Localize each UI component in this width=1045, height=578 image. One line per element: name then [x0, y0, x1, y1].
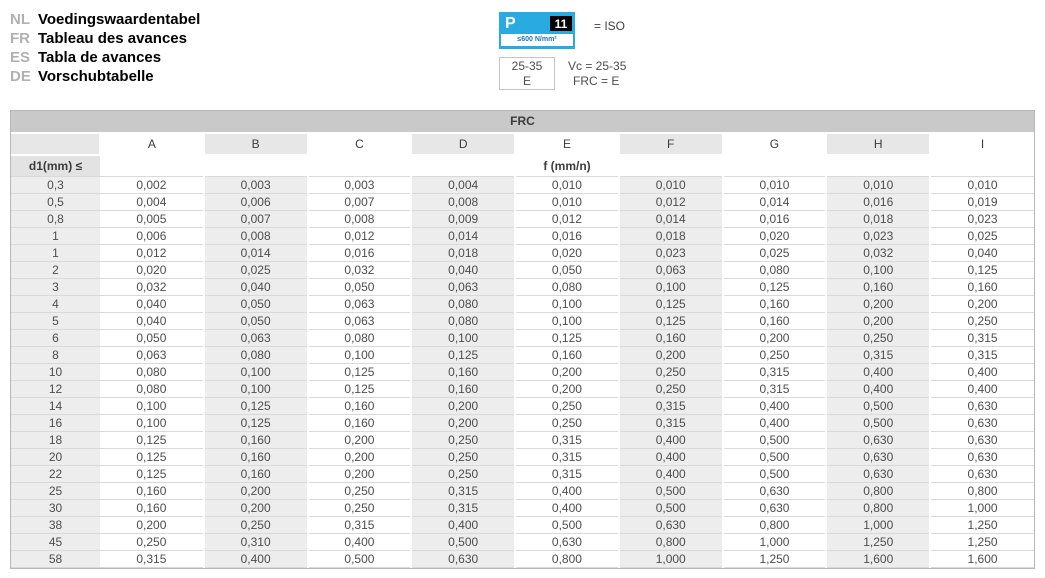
feed-value-cell: 0,100: [515, 313, 619, 330]
title-row-de: [10, 67, 200, 86]
feed-value-cell: 0,012: [308, 228, 412, 245]
table-row: [11, 211, 1034, 228]
d1-cell: 1: [11, 245, 100, 262]
feed-value-cell: 0,100: [411, 330, 515, 347]
feed-value-cell: 0,400: [930, 364, 1034, 381]
feed-value-cell: 0,125: [100, 466, 204, 483]
feed-value-cell: 0,200: [411, 415, 515, 432]
feed-value-cell: 1,000: [619, 551, 723, 568]
d1-cell: 6: [11, 330, 100, 347]
feed-value-cell: 0,160: [204, 432, 308, 449]
feed-value-cell: 0,800: [723, 517, 827, 534]
feed-value-cell: 0,200: [826, 313, 930, 330]
d1-cell: 4: [11, 296, 100, 313]
title-es: Tabla de avances: [38, 49, 162, 66]
feed-value-cell: 0,200: [308, 449, 412, 466]
feed-value-cell: 0,160: [723, 313, 827, 330]
feed-value-cell: 0,800: [826, 500, 930, 517]
feed-value-cell: 1,000: [723, 534, 827, 551]
feed-value-cell: 0,500: [826, 415, 930, 432]
vc-legend-line: Vc = 25-35: [568, 59, 627, 73]
feed-value-cell: 0,040: [100, 313, 204, 330]
feed-value-cell: 0,250: [619, 381, 723, 398]
iso-strength-label: ≤600 N/mm²: [501, 34, 573, 46]
feed-table-body: [11, 177, 1034, 568]
iso-equals-label: = ISO: [594, 19, 626, 33]
feed-value-cell: 0,250: [723, 347, 827, 364]
feed-value-cell: 0,014: [723, 194, 827, 211]
feed-value-cell: 0,315: [515, 449, 619, 466]
feed-value-cell: 0,008: [204, 228, 308, 245]
feed-value-cell: 0,160: [930, 279, 1034, 296]
title-nl: Voedingswaardentabel: [38, 11, 201, 28]
feed-value-cell: 0,063: [204, 330, 308, 347]
feed-value-cell: 0,630: [930, 432, 1034, 449]
feed-value-cell: 0,100: [308, 347, 412, 364]
feed-value-cell: 0,025: [930, 228, 1034, 245]
title-row-fr: [10, 29, 200, 48]
feed-value-cell: 0,315: [515, 466, 619, 483]
table-row: [11, 330, 1034, 347]
d1-cell: 30: [11, 500, 100, 517]
d1-cell: 14: [11, 398, 100, 415]
feed-value-cell: 0,009: [411, 211, 515, 228]
feed-value-cell: 0,400: [515, 483, 619, 500]
feed-unit-header: f (mm/n): [100, 155, 1034, 177]
feed-value-cell: 0,630: [930, 449, 1034, 466]
feed-value-cell: 0,003: [308, 177, 412, 194]
feed-value-cell: 0,160: [308, 415, 412, 432]
feed-value-cell: 0,400: [515, 500, 619, 517]
feed-value-cell: 0,200: [308, 432, 412, 449]
d1-cell: 0,8: [11, 211, 100, 228]
feed-value-cell: 0,160: [100, 483, 204, 500]
vc-frc-box: [499, 57, 555, 90]
feed-value-cell: 0,005: [100, 211, 204, 228]
table-row: [11, 177, 1034, 194]
table-row: [11, 551, 1034, 568]
feed-value-cell: 0,160: [515, 347, 619, 364]
feed-value-cell: 0,250: [411, 449, 515, 466]
table-row: [11, 466, 1034, 483]
feed-value-cell: 0,008: [411, 194, 515, 211]
column-header-D: D: [411, 134, 515, 155]
feed-value-cell: 0,800: [515, 551, 619, 568]
feed-value-cell: 0,160: [619, 330, 723, 347]
feed-value-cell: 0,063: [619, 262, 723, 279]
feed-value-cell: 0,014: [411, 228, 515, 245]
feed-value-cell: 0,160: [411, 364, 515, 381]
d1-cell: 2: [11, 262, 100, 279]
feed-value-cell: 0,003: [204, 177, 308, 194]
d1-cell: 0,3: [11, 177, 100, 194]
feed-value-cell: 0,080: [100, 364, 204, 381]
feed-value-cell: 0,315: [100, 551, 204, 568]
table-row: [11, 228, 1034, 245]
column-header-H: H: [826, 134, 930, 155]
feed-table: [10, 110, 1035, 569]
table-row: [11, 381, 1034, 398]
feed-value-cell: 0,007: [308, 194, 412, 211]
feed-value-cell: 0,200: [930, 296, 1034, 313]
feed-value-cell: 0,310: [204, 534, 308, 551]
feed-value-cell: 0,010: [826, 177, 930, 194]
column-header-C: C: [308, 134, 412, 155]
table-row: [11, 398, 1034, 415]
feed-value-cell: 0,100: [100, 398, 204, 415]
feed-value-cell: 0,025: [723, 245, 827, 262]
feed-value-cell: 0,008: [308, 211, 412, 228]
d1-cell: 20: [11, 449, 100, 466]
feed-value-cell: 0,010: [723, 177, 827, 194]
feed-value-cell: 0,080: [308, 330, 412, 347]
feed-value-cell: 0,080: [723, 262, 827, 279]
feed-value-cell: 0,063: [308, 296, 412, 313]
table-row: [11, 245, 1034, 262]
d1-cell: 58: [11, 551, 100, 568]
feed-value-cell: 0,400: [204, 551, 308, 568]
feed-value-cell: 0,630: [619, 517, 723, 534]
feed-value-cell: 0,500: [619, 483, 723, 500]
feed-value-cell: 0,200: [308, 466, 412, 483]
feed-value-cell: 0,630: [411, 551, 515, 568]
column-header-row: [11, 134, 1034, 155]
feed-value-cell: 0,010: [619, 177, 723, 194]
feed-value-cell: 0,800: [826, 483, 930, 500]
lang-code-nl: NL: [10, 11, 30, 28]
d1-cell: 8: [11, 347, 100, 364]
title-block: [10, 10, 200, 86]
feed-value-cell: 0,200: [100, 517, 204, 534]
feed-value-cell: 0,315: [619, 398, 723, 415]
table-row: [11, 432, 1034, 449]
feed-value-cell: 0,125: [308, 364, 412, 381]
feed-value-cell: 0,500: [411, 534, 515, 551]
table-row: [11, 262, 1034, 279]
feed-value-cell: 0,018: [411, 245, 515, 262]
d1-cell: 3: [11, 279, 100, 296]
feed-value-cell: 0,250: [411, 466, 515, 483]
feed-value-cell: 0,160: [826, 279, 930, 296]
feed-value-cell: 0,063: [411, 279, 515, 296]
feed-value-cell: 1,000: [930, 500, 1034, 517]
feed-value-cell: 0,315: [411, 483, 515, 500]
feed-value-cell: 0,200: [723, 330, 827, 347]
feed-value-cell: 0,630: [930, 415, 1034, 432]
feed-value-cell: 0,315: [826, 347, 930, 364]
feed-value-cell: 0,100: [515, 296, 619, 313]
feed-value-cell: 0,080: [100, 381, 204, 398]
feed-value-cell: 0,050: [515, 262, 619, 279]
feed-value-cell: 0,800: [930, 483, 1034, 500]
feed-value-cell: 0,250: [930, 313, 1034, 330]
title-row-es: [10, 48, 200, 67]
feed-value-cell: 0,160: [204, 466, 308, 483]
feed-value-cell: 0,010: [515, 177, 619, 194]
feed-value-cell: 0,200: [515, 364, 619, 381]
feed-value-cell: 0,400: [308, 534, 412, 551]
feed-value-cell: 0,023: [619, 245, 723, 262]
iso-material-badge: [499, 12, 575, 49]
feed-value-cell: 0,018: [619, 228, 723, 245]
feed-value-cell: 0,004: [411, 177, 515, 194]
feed-value-cell: 0,020: [100, 262, 204, 279]
table-row: [11, 517, 1034, 534]
feed-table-grid: [11, 134, 1034, 568]
feed-value-cell: 0,007: [204, 211, 308, 228]
table-row: [11, 364, 1034, 381]
feed-value-cell: 0,050: [308, 279, 412, 296]
d1-cell: 22: [11, 466, 100, 483]
feed-value-cell: 0,016: [515, 228, 619, 245]
feed-value-cell: 0,250: [515, 415, 619, 432]
table-row: [11, 449, 1034, 466]
feed-value-cell: 0,630: [826, 432, 930, 449]
feed-value-cell: 0,020: [723, 228, 827, 245]
table-row: [11, 296, 1034, 313]
d1-corner-header: d1(mm) ≤: [11, 155, 100, 177]
feed-value-cell: 1,250: [930, 517, 1034, 534]
table-row: [11, 483, 1034, 500]
feed-value-cell: 0,012: [100, 245, 204, 262]
feed-value-cell: 0,100: [204, 364, 308, 381]
feed-value-cell: 0,250: [308, 500, 412, 517]
d1-cell: 25: [11, 483, 100, 500]
feed-value-cell: 0,315: [930, 330, 1034, 347]
table-row: [11, 500, 1034, 517]
column-header-A: A: [100, 134, 204, 155]
feed-value-cell: 0,630: [826, 466, 930, 483]
feed-value-cell: 0,040: [204, 279, 308, 296]
d1-cell: 45: [11, 534, 100, 551]
column-header-G: G: [723, 134, 827, 155]
feed-value-cell: 0,025: [204, 262, 308, 279]
feed-value-cell: 0,250: [515, 398, 619, 415]
feed-value-cell: 0,400: [826, 381, 930, 398]
feed-value-cell: 0,630: [826, 449, 930, 466]
feed-value-cell: 0,023: [826, 228, 930, 245]
feed-value-cell: 0,250: [411, 432, 515, 449]
feed-value-cell: 0,032: [308, 262, 412, 279]
feed-value-cell: 0,800: [619, 534, 723, 551]
feed-value-cell: 0,050: [204, 313, 308, 330]
column-header-I: I: [930, 134, 1034, 155]
feed-value-cell: 0,500: [308, 551, 412, 568]
feed-value-cell: 0,016: [826, 194, 930, 211]
table-row: [11, 279, 1034, 296]
column-header-E: E: [515, 134, 619, 155]
feed-value-cell: 0,023: [930, 211, 1034, 228]
feed-value-cell: 0,500: [515, 517, 619, 534]
d1-cell: 18: [11, 432, 100, 449]
corner-blank-cell: [11, 134, 100, 155]
feed-value-cell: 0,010: [930, 177, 1034, 194]
table-title-bar: FRC: [11, 111, 1034, 134]
subheader-row: [11, 155, 1034, 177]
feed-value-cell: 0,002: [100, 177, 204, 194]
feed-value-cell: 0,160: [100, 500, 204, 517]
feed-value-cell: 0,250: [204, 517, 308, 534]
feed-value-cell: 0,040: [411, 262, 515, 279]
feed-value-cell: 0,500: [723, 466, 827, 483]
feed-value-cell: 0,400: [411, 517, 515, 534]
feed-value-cell: 0,018: [826, 211, 930, 228]
column-header-B: B: [204, 134, 308, 155]
feed-value-cell: 0,080: [411, 296, 515, 313]
d1-cell: 10: [11, 364, 100, 381]
vc-frc-legend: [568, 59, 626, 89]
feed-value-cell: 0,063: [308, 313, 412, 330]
feed-value-cell: 0,125: [100, 449, 204, 466]
feed-value-cell: 0,125: [204, 398, 308, 415]
feed-value-cell: 0,125: [723, 279, 827, 296]
feed-value-cell: 0,100: [204, 381, 308, 398]
d1-cell: 16: [11, 415, 100, 432]
feed-value-cell: 0,012: [619, 194, 723, 211]
d1-cell: 38: [11, 517, 100, 534]
feed-value-cell: 0,125: [619, 296, 723, 313]
feed-value-cell: 0,200: [204, 483, 308, 500]
feed-value-cell: 0,630: [723, 483, 827, 500]
table-row: [11, 313, 1034, 330]
feed-value-cell: 0,019: [930, 194, 1034, 211]
iso-number-badge: 11: [550, 16, 572, 31]
feed-value-cell: 0,630: [930, 466, 1034, 483]
feed-value-cell: 0,400: [723, 398, 827, 415]
feed-value-cell: 0,630: [930, 398, 1034, 415]
feed-value-cell: 0,200: [411, 398, 515, 415]
feed-value-cell: 0,050: [204, 296, 308, 313]
feed-value-cell: 0,014: [204, 245, 308, 262]
feed-value-cell: 0,100: [619, 279, 723, 296]
feed-value-cell: 0,016: [308, 245, 412, 262]
feed-value-cell: 1,250: [826, 534, 930, 551]
feed-value-cell: 0,630: [515, 534, 619, 551]
d1-cell: 1: [11, 228, 100, 245]
feed-value-cell: 0,032: [100, 279, 204, 296]
feed-value-cell: 0,125: [100, 432, 204, 449]
lang-code-es: ES: [10, 49, 31, 66]
feed-value-cell: 0,125: [411, 347, 515, 364]
feed-value-cell: 0,125: [308, 381, 412, 398]
feed-value-cell: 0,160: [308, 398, 412, 415]
title-row-nl: [10, 10, 200, 29]
feed-value-cell: 0,040: [100, 296, 204, 313]
feed-value-cell: 0,500: [723, 449, 827, 466]
feed-value-cell: 0,200: [204, 500, 308, 517]
feed-value-cell: 0,100: [100, 415, 204, 432]
feed-value-cell: 0,006: [100, 228, 204, 245]
d1-cell: 0,5: [11, 194, 100, 211]
vc-box-range: 25-35: [511, 58, 543, 73]
table-row: [11, 194, 1034, 211]
feed-value-cell: 0,125: [930, 262, 1034, 279]
title-de: Vorschubtabelle: [38, 68, 154, 85]
feed-value-cell: 0,250: [100, 534, 204, 551]
feed-value-cell: 0,400: [619, 449, 723, 466]
feed-value-cell: 0,400: [826, 364, 930, 381]
feed-value-cell: 0,315: [411, 500, 515, 517]
feed-value-cell: 0,012: [515, 211, 619, 228]
feed-value-cell: 0,315: [723, 381, 827, 398]
feed-value-cell: 0,006: [204, 194, 308, 211]
lang-code-fr: FR: [10, 30, 30, 47]
feed-value-cell: 0,125: [619, 313, 723, 330]
column-header-F: F: [619, 134, 723, 155]
feed-value-cell: 0,500: [619, 500, 723, 517]
feed-value-cell: 0,040: [930, 245, 1034, 262]
feed-value-cell: 0,315: [619, 415, 723, 432]
feed-value-cell: 0,032: [826, 245, 930, 262]
table-row: [11, 415, 1034, 432]
feed-value-cell: 0,016: [723, 211, 827, 228]
feed-value-cell: 0,315: [515, 432, 619, 449]
feed-value-cell: 0,400: [619, 466, 723, 483]
feed-value-cell: 0,125: [204, 415, 308, 432]
table-row: [11, 534, 1034, 551]
feed-value-cell: 0,160: [723, 296, 827, 313]
feed-value-cell: 1,250: [723, 551, 827, 568]
feed-value-cell: 0,125: [515, 330, 619, 347]
feed-value-cell: 0,200: [826, 296, 930, 313]
feed-value-cell: 0,200: [619, 347, 723, 364]
feed-value-cell: 0,500: [723, 432, 827, 449]
feed-value-cell: 0,250: [826, 330, 930, 347]
feed-value-cell: 0,630: [723, 500, 827, 517]
feed-value-cell: 0,400: [930, 381, 1034, 398]
feed-value-cell: 0,250: [308, 483, 412, 500]
feed-value-cell: 0,080: [411, 313, 515, 330]
frc-legend-line: FRC = E: [573, 74, 620, 88]
feed-value-cell: 1,600: [826, 551, 930, 568]
feed-value-cell: 1,600: [930, 551, 1034, 568]
feed-value-cell: 0,080: [515, 279, 619, 296]
iso-letter-p: P: [505, 14, 516, 32]
feed-value-cell: 0,020: [515, 245, 619, 262]
feed-value-cell: 1,000: [826, 517, 930, 534]
feed-value-cell: 0,400: [723, 415, 827, 432]
feed-value-cell: 0,315: [723, 364, 827, 381]
feed-value-cell: 0,315: [308, 517, 412, 534]
title-fr: Tableau des avances: [38, 30, 187, 47]
feed-value-cell: 0,063: [100, 347, 204, 364]
table-row: [11, 347, 1034, 364]
feed-value-cell: 0,500: [826, 398, 930, 415]
feed-value-cell: 0,200: [515, 381, 619, 398]
feed-value-cell: 0,160: [411, 381, 515, 398]
iso-badge-top: [501, 14, 573, 33]
feed-value-cell: 0,160: [204, 449, 308, 466]
feed-value-cell: 0,400: [619, 432, 723, 449]
feed-value-cell: 0,010: [515, 194, 619, 211]
feed-value-cell: 0,050: [100, 330, 204, 347]
d1-cell: 5: [11, 313, 100, 330]
feed-value-cell: 0,080: [204, 347, 308, 364]
feed-value-cell: 0,014: [619, 211, 723, 228]
vc-box-class: E: [522, 73, 531, 88]
feed-value-cell: 0,315: [930, 347, 1034, 364]
feed-value-cell: 1,250: [930, 534, 1034, 551]
feed-value-cell: 0,100: [826, 262, 930, 279]
feed-value-cell: 0,004: [100, 194, 204, 211]
lang-code-de: DE: [10, 68, 31, 85]
feed-value-cell: 0,250: [619, 364, 723, 381]
d1-cell: 12: [11, 381, 100, 398]
